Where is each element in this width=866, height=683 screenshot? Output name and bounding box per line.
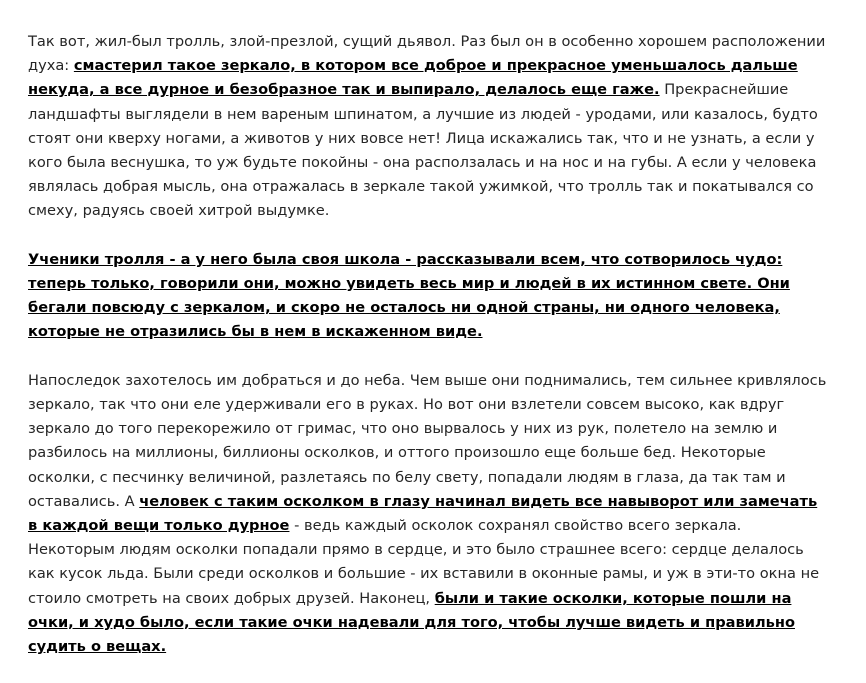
highlighted-text-run: смастерил такое зеркало, в котором все доброе и прекрасное уменьшалось дальше некуда, а все дурное и безобразное так и выпирало, делалось еще гаже. (28, 57, 798, 99)
text-run: Прекраснейшие ландшафты выглядели в нем вареным шпинатом, а лучшие из людей - уродами, или казалось, будто стоят они кверху ногами, а животов у них вовсе нет! Лица искажались так, что и не узнать, а если у кого была веснушка, то уж будьте покойны - она расползалась и на нос и на губы. А если у человека являлась добрая мысль, она отражалась в зеркале такой ужимкой, что тролль так и покатывался со смеху, радуясь своей хитрой выдумке. (28, 81, 818, 220)
highlighted-text-run: Ученики тролля - а у него была своя школа - рассказывали всем, что сотворилось чудо: теперь только, говорили они, можно увидеть весь мир и людей в их истинном свете. Они бегали повсюду с зеркалом, и скоро не осталось ни одной страны, ни одного человека, которые не отразились бы в нем в искаженном виде. (28, 250, 790, 341)
paragraph-mirror (28, 30, 828, 224)
document-body (28, 30, 828, 683)
paragraph-students (28, 248, 828, 345)
text-run: - ведь каждый осколок сохранял свойство всего зеркала. Некоторым людям осколки попадали прямо в сердце, и это было страшнее всего: сердце делалось как кусок льда. Были среди осколков и большие - их вставили в оконные рамы, и уж в эти-то окна не стоило смотреть на своих добрых друзей. Наконец, (28, 517, 820, 607)
text-run: Так вот, жил-был тролль, злой-презлой, сущий дьявол. Раз был он в особенно хорошем расположении духа: (28, 33, 826, 75)
paragraph-shards (28, 369, 828, 659)
highlighted-text-run: человек с таким осколком в глазу начинал видеть все навыворот или замечать в каждой вещи только дурное (28, 492, 818, 535)
text-run: Напоследок захотелось им добраться и до неба. Чем выше они поднимались, тем сильнее кривлялось зеркало, так что они еле удерживали его в руках. Но вот они взлетели совсем высоко, как вдруг зеркало до того перекорежило от гримас, что оно вырвалось у них из рук, полетело на землю и разбилось на миллионы, биллионы осколков, и оттого произошло еще больше бед. Некоторые осколки, с песчинку величиной, разлетаясь по белу свету, попадали людям в глаза, да так там и оставались. А (28, 371, 827, 510)
highlighted-text-run: были и такие осколки, которые пошли на очки, и худо было, если такие очки надевали для того, чтобы лучше видеть и правильно судить о вещах. (28, 589, 795, 656)
